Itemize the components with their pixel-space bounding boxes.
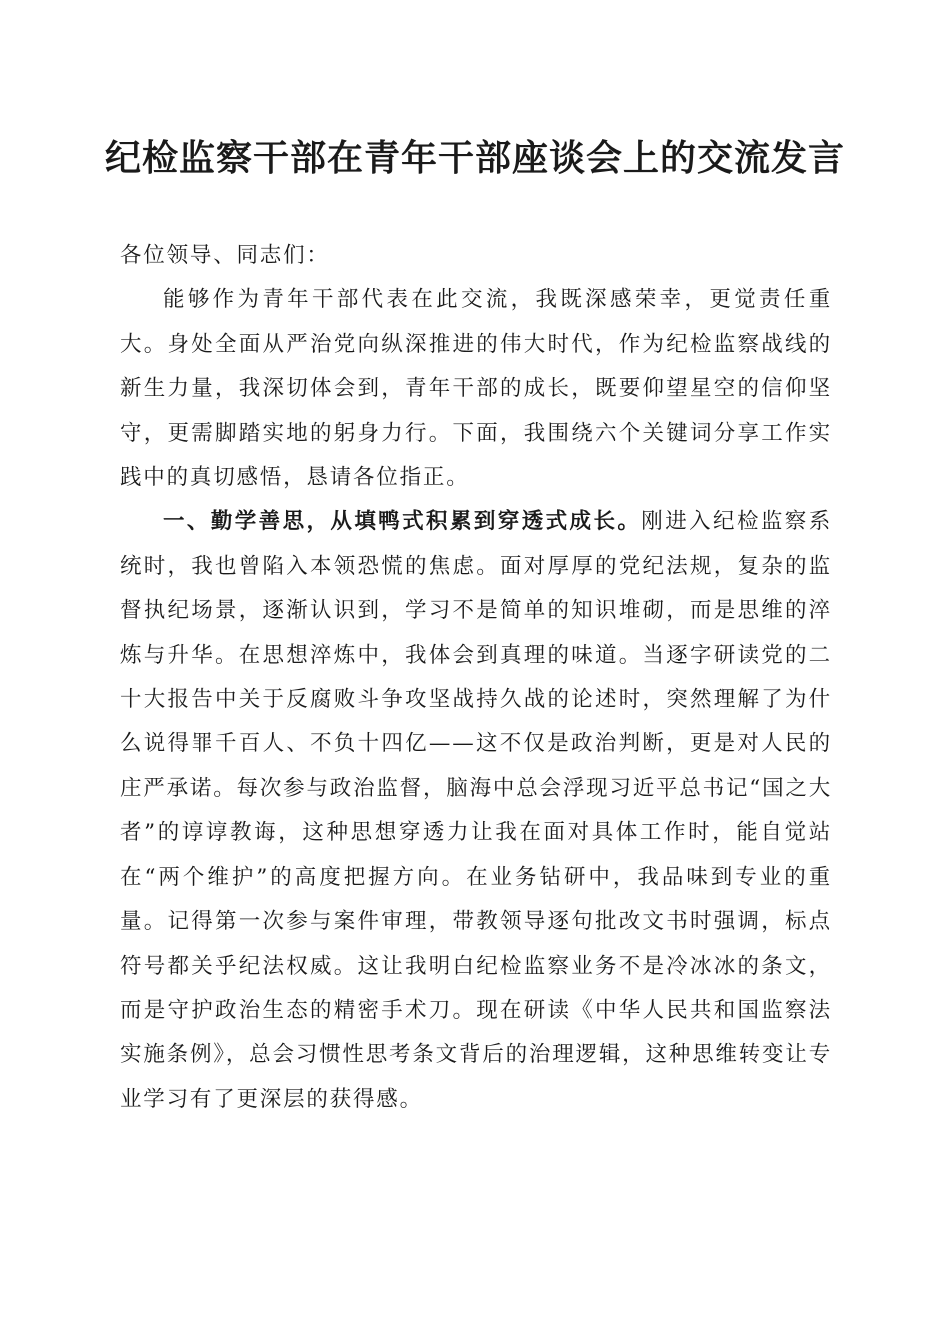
salutation: 各位领导、同志们： — [120, 243, 330, 268]
document-body — [120, 234, 832, 1122]
intro-paragraph: 能够作为青年干部代表在此交流，我既深感荣幸，更觉责任重大。身处全面从严治党向纵深推进的伟大时代，作为纪检监察战线的新生力量，我深切体会到，青年干部的成长，既要仰望星空的信仰坚守，更需脚踏实地的躬身力行。下面，我围绕六个关键词分享工作实践中的真切感悟，恳请各位指正。 — [120, 287, 832, 491]
section-1-heading: 一、勤学善思，从填鸭式积累到穿透式成长。 — [163, 509, 642, 535]
section-1-body: 刚进入纪检监察系统时，我也曾陷入本领恐慌的焦虑。面对厚厚的党纪法规，复杂的监督执纪场景，逐渐认识到，学习不是简单的知识堆砌，而是思维的淬炼与升华。在思想淬炼中，我体会到真理的味道。当逐字研读党的二十大报告中关于反腐败斗争攻坚战持久战的论述时，突然理解了为什么说得罪千百人、不负十四亿——这不仅是政治判断，更是对人民的庄严承诺。每次参与政治监督，脑海中总会浮现习近平总书记“国之大者”的谆谆教诲，这种思想穿透力让我在面对具体工作时，能自觉站在“两个维护”的高度把握方向。在业务钻研中，我品味到专业的重量。记得第一次参与案件审理，带教领导逐句批改文书时强调，标点符号都关乎纪法权威。这让我明白纪检监察业务不是冷冰冰的条文，而是守护政治生态的精密手术刀。现在研读《中华人民共和国监察法实施条例》，总会习惯性思考条文背后的治理逻辑，这种思维转变让专业学习有了更深层的获得感。 — [120, 509, 832, 1112]
section-1-paragraph — [120, 500, 832, 1122]
document-title: 纪检监察干部在青年干部座谈会上的交流发言 — [104, 137, 845, 179]
